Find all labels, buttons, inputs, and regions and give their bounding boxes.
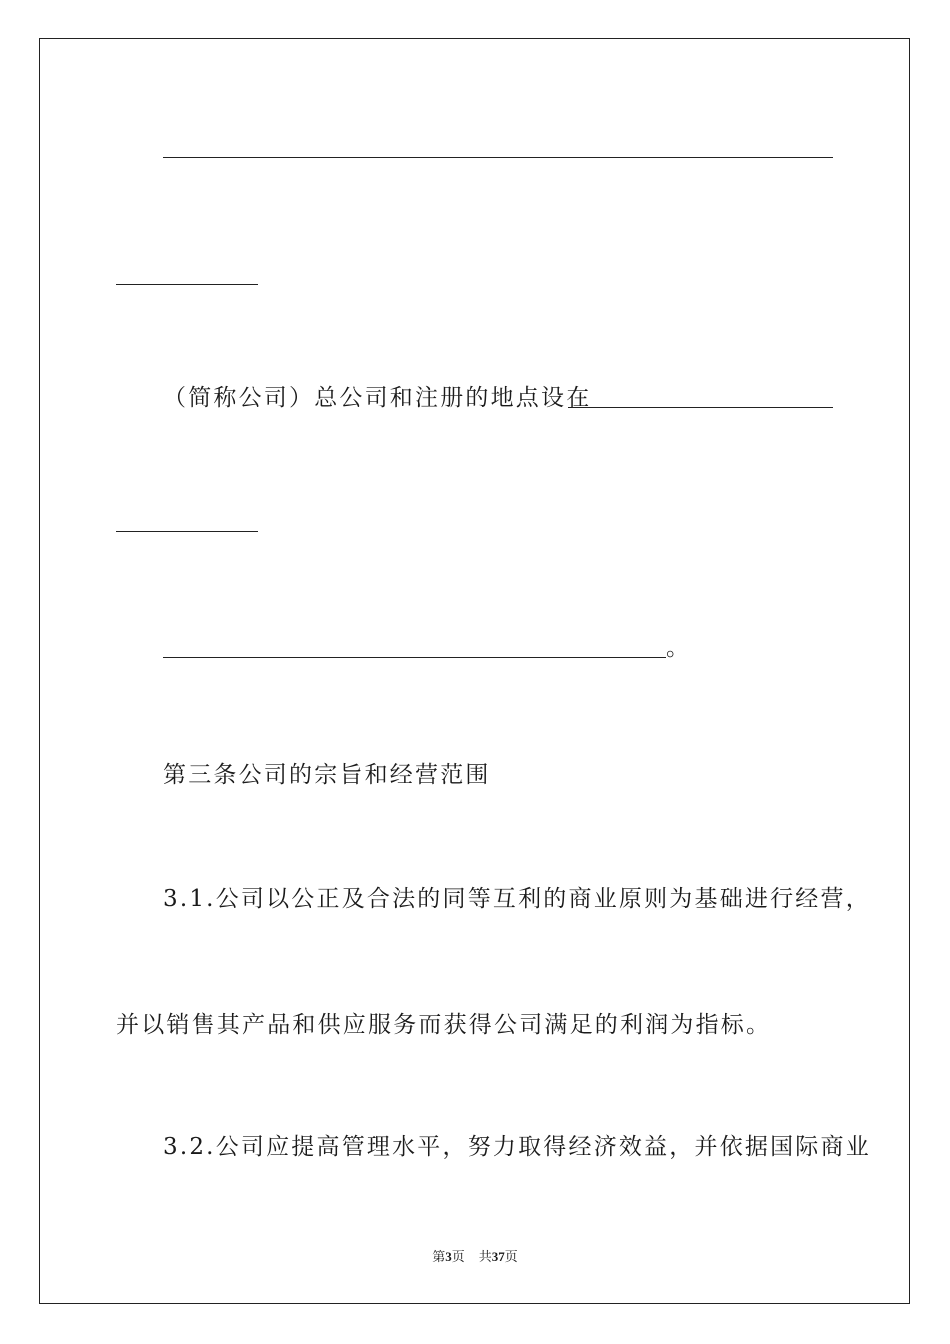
paragraph-company-address bbox=[163, 383, 591, 413]
article-3-heading: 第三条公司的宗旨和经营范围 bbox=[163, 762, 491, 788]
blank-line-1 bbox=[163, 157, 833, 158]
clause-3-2-line-1: 3.2.公司应提高管理水平，努力取得经济效益，并依据国际商业 bbox=[163, 1134, 871, 1160]
blank-line-4 bbox=[116, 531, 258, 532]
blank-line-5 bbox=[163, 657, 666, 658]
blank-line-period: 。 bbox=[666, 635, 689, 661]
blank-line-3 bbox=[568, 407, 833, 408]
page-border bbox=[39, 38, 910, 1304]
footer-page-suffix: 页 bbox=[451, 1249, 465, 1264]
clause-3-1-line-1: 3.1.公司以公正及合法的同等互利的商业原则为基础进行经营， bbox=[163, 886, 871, 912]
footer-page-number: 3 bbox=[445, 1249, 452, 1264]
footer-total-pages: 37 bbox=[491, 1249, 505, 1264]
blank-line-2 bbox=[116, 284, 258, 285]
clause-3-1-line-2: 并以销售其产品和供应服务而获得公司满足的利润为指标。 bbox=[116, 1012, 772, 1038]
page-footer bbox=[0, 1248, 950, 1266]
paragraph-company-address-text: （简称公司）总公司和注册的地点设在 bbox=[163, 385, 592, 411]
footer-total-prefix: 共 bbox=[478, 1249, 492, 1264]
footer-total-suffix: 页 bbox=[504, 1249, 518, 1264]
footer-page-prefix: 第 bbox=[432, 1249, 446, 1264]
